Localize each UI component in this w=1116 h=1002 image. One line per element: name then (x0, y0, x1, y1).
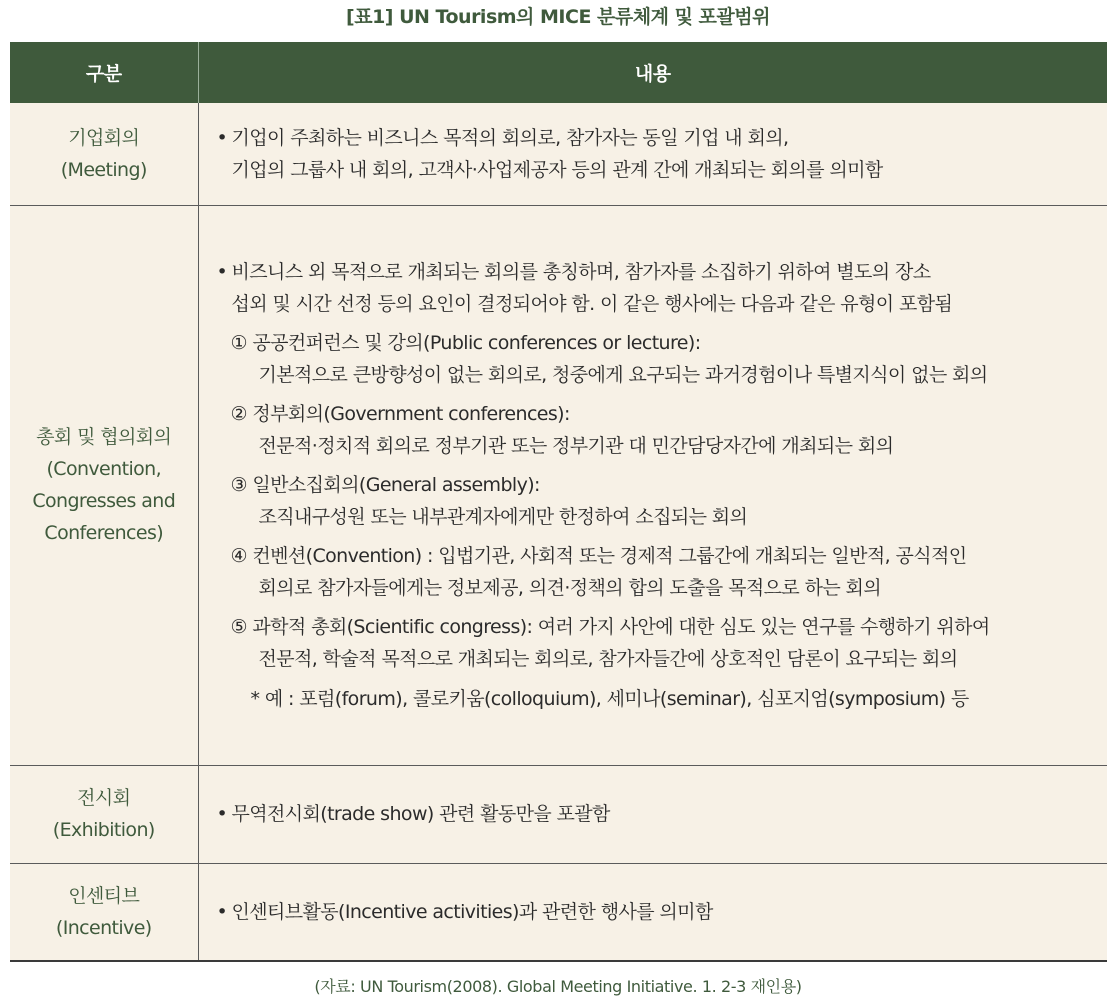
content-text: 기업의 그룹사 내 회의, 고객사·사업제공자 등의 관계 간에 개최되는 회의를 의미함 (231, 158, 883, 181)
list-item-text: 전문적·정치적 회의로 정부기관 또는 정부기관 대 민간담당자간에 개최되는 회의 (258, 434, 894, 457)
category-english: (Meeting) (60, 158, 147, 181)
list-item-title: ⑤ 과학적 총회(Scientific congress): 여러 가지 사안에 대한 심도 있는 연구를 수행하기 위하여 (230, 615, 990, 638)
list-item (217, 469, 1108, 533)
table-title: [표1] UN Tourism의 MICE 분류체계 및 포괄범위 (346, 6, 770, 28)
list-item-title: ① 공공컨퍼런스 및 강의(Public conferences or lecture): (230, 331, 701, 354)
category-incentive (10, 863, 198, 961)
bullet-icon: • (216, 900, 228, 923)
header-category: 구분 (10, 42, 198, 103)
content-incentive (198, 863, 1107, 961)
list-item-text: 조직내구성원 또는 내부관계자에게만 한정하여 소집되는 회의 (258, 505, 748, 528)
header-content: 내용 (198, 42, 1107, 103)
list-item-text: 기본적으로 큰방향성이 없는 회의로, 청중에게 요구되는 과거경험이나 특별지식이 없는 회의 (258, 363, 988, 386)
list-item (217, 611, 1108, 675)
list-item (217, 327, 1108, 391)
table-row-incentive (10, 863, 1107, 961)
category-english: (Convention, (46, 458, 162, 480)
source-note: (자료: UN Tourism(2008). Global Meeting Initiative. 1. 2-3 재인용) (314, 977, 802, 996)
mice-classification-table (10, 42, 1107, 962)
table-row-convention (10, 205, 1107, 765)
category-name: 총회 및 협의회의 (36, 426, 172, 448)
content-convention (198, 205, 1107, 765)
list-item (217, 398, 1108, 462)
list-item-text: 회의로 참가자들에게는 정보제공, 의견·정책의 합의 도출을 목적으로 하는 회의 (258, 576, 882, 599)
content-exhibition (198, 765, 1107, 863)
table-header-row (10, 42, 1107, 103)
category-name: 인센티브 (68, 884, 140, 907)
category-name: 전시회 (77, 787, 131, 809)
example-note: * 예 : 포럼(forum), 콜로키움(colloquium), 세미나(seminar), 심포지엄(symposium) 등 (250, 687, 969, 710)
category-english: (Incentive) (55, 916, 152, 939)
bullet-icon: • (216, 803, 228, 825)
category-english: (Exhibition) (52, 819, 155, 841)
category-meeting (10, 103, 198, 205)
bullet-line (217, 798, 1108, 830)
list-item-title: ④ 컨벤션(Convention) : 입법기관, 사회적 또는 경제적 그룹간에 개최되는 일반적, 공식적인 (230, 544, 967, 567)
bullet-icon: • (216, 260, 228, 283)
category-english: Conferences) (44, 522, 164, 544)
content-text: 비즈니스 외 목적으로 개최되는 회의를 총칭하며, 참가자를 소집하기 위하여 별도의 장소 (231, 260, 931, 283)
list-item-text: 전문적, 학술적 목적으로 개최되는 회의로, 참가자들간에 상호적인 담론이 요구되는 회의 (258, 647, 958, 670)
table-row-exhibition (10, 765, 1107, 863)
list-item (217, 540, 1108, 604)
category-convention (10, 205, 198, 765)
list-item-title: ② 정부회의(Government conferences): (230, 402, 570, 425)
content-text: 인센티브활동(Incentive activities)과 관련한 행사를 의미함 (231, 900, 713, 923)
category-exhibition (10, 765, 198, 863)
category-english: Congresses and (32, 490, 176, 512)
content-meeting (198, 103, 1107, 205)
content-text: 무역전시회(trade show) 관련 활동만을 포괄함 (231, 803, 610, 825)
content-text: 섭외 및 시간 선정 등의 요인이 결정되어야 함. 이 같은 행사에는 다음과 같은 유형이 포함됨 (231, 292, 953, 315)
list-item-title: ③ 일반소집회의(General assembly): (230, 473, 540, 496)
bullet-icon: • (216, 126, 228, 149)
category-name: 기업회의 (68, 126, 140, 149)
content-text: 기업이 주최하는 비즈니스 목적의 회의로, 참가자는 동일 기업 내 회의, (231, 126, 789, 149)
table-row-meeting (10, 103, 1107, 205)
bullet-line (217, 122, 1108, 154)
bullet-line (217, 256, 1108, 288)
bullet-line (217, 896, 1108, 928)
